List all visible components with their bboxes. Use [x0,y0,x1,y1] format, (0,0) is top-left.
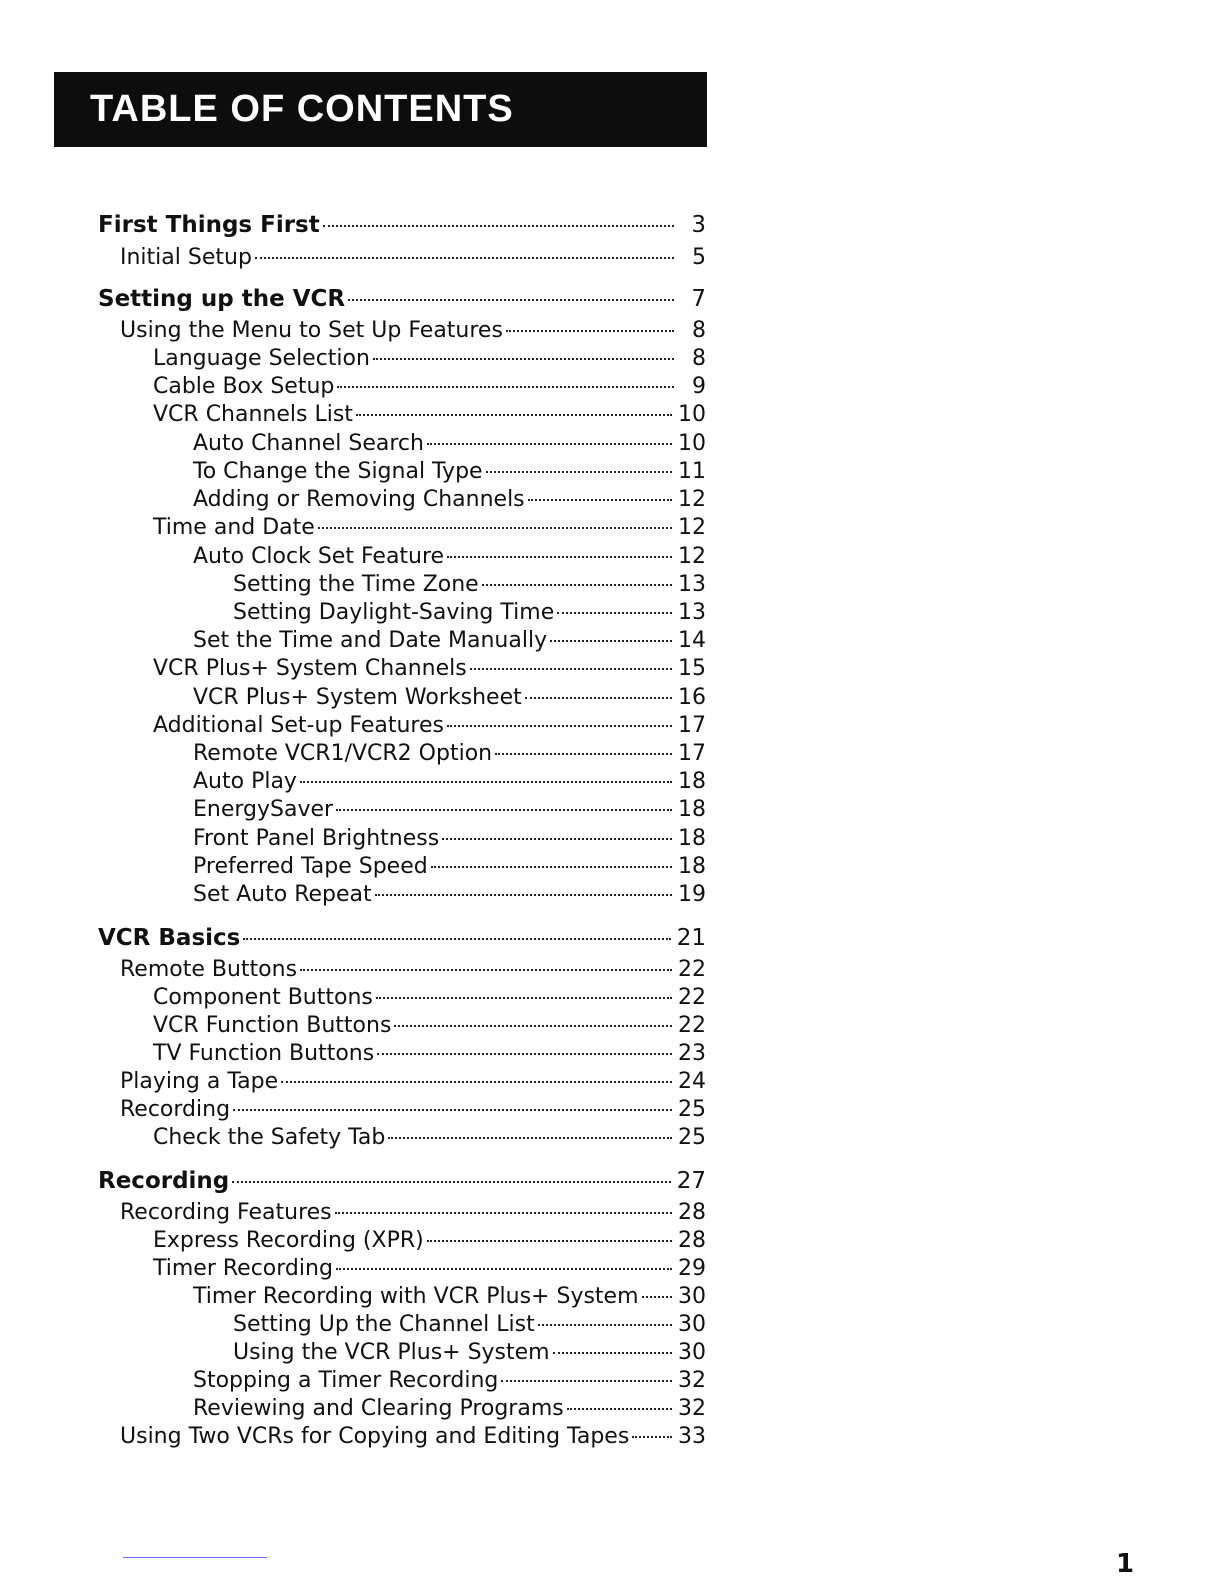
toc-entry-page: 8 [692,346,706,371]
dot-leader [642,1296,672,1298]
toc-entry [193,826,706,851]
toc-entry [233,572,706,597]
toc-entry [233,600,706,625]
dot-leader [427,1240,672,1242]
toc-entry-title: Component Buttons [153,985,373,1010]
dot-leader [486,471,672,473]
toc-entry-title: Language Selection [153,346,370,371]
toc-entry-title: Set the Time and Date Manually [193,628,548,653]
dot-leader [525,697,672,699]
toc-entry-page: 23 [678,1041,706,1066]
toc-entry-page: 19 [678,882,706,907]
toc-entry-page: 24 [678,1069,706,1094]
page-title: TABLE OF CONTENTS [90,88,514,130]
toc-entry-page: 30 [678,1284,706,1309]
toc-entry [153,1228,706,1253]
toc-entry [193,431,706,456]
toc-entry-title: Timer Recording [153,1256,333,1281]
toc-entry-page: 7 [691,286,706,312]
toc-entry-title: Check the Safety Tab [153,1125,386,1150]
dot-leader [567,1408,672,1410]
toc-entry-title: Stopping a Timer Recording [193,1368,499,1393]
toc-entry-page: 22 [678,1013,706,1038]
dot-leader [300,969,672,971]
toc-entry-page: 30 [678,1340,706,1365]
toc-entry-title: Front Panel Brightness [193,826,440,851]
dot-leader [506,330,674,332]
dot-leader [495,753,672,755]
dot-leader [337,386,674,388]
toc-entry-title: Using Two VCRs for Copying and Editing Tapes [120,1424,630,1449]
toc-entry [153,985,706,1010]
toc-entry-title: Setting the Time Zone [233,572,479,597]
dot-leader [557,612,672,614]
toc-section-entry [98,1168,706,1194]
page-number: 1 [1116,1549,1135,1579]
toc-entry-page: 18 [678,769,706,794]
toc-entry-title: Auto Channel Search [193,431,424,456]
toc-entry [120,1200,706,1225]
toc-entry-title: VCR Plus+ System Worksheet [193,685,522,710]
dot-leader [442,838,672,840]
toc-entry-title: Remote Buttons [120,957,298,982]
toc-entry-title: First Things First [98,212,320,238]
toc-entry-title: Timer Recording with VCR Plus+ System [193,1284,639,1309]
dot-leader [232,1181,670,1183]
toc-entry-title: Adding or Removing Channels [193,487,525,512]
toc-entry [153,515,706,540]
toc-entry-page: 17 [678,741,706,766]
toc-entry-title: Auto Clock Set Feature [193,544,445,569]
toc-entry-page: 11 [678,459,706,484]
toc-entry [120,318,706,343]
toc-entry-page: 18 [678,854,706,879]
dot-leader [394,1025,672,1027]
toc-entry-page: 17 [678,713,706,738]
toc-entry-title: Using the Menu to Set Up Features [120,318,503,343]
toc-entry-title: Cable Box Setup [153,374,335,399]
dot-leader [281,1081,672,1083]
toc-entry-page: 10 [678,431,706,456]
toc-entry-title: Initial Setup [120,245,252,270]
dot-leader [528,499,672,501]
toc-entry-page: 12 [678,487,706,512]
dot-leader [553,1352,672,1354]
toc-entry-title: Recording Features [120,1200,332,1225]
dot-leader [447,556,672,558]
toc-entry-title: VCR Plus+ System Channels [153,656,467,681]
toc-entry-title: Time and Date [153,515,315,540]
toc-entry [153,402,706,427]
toc-entry-page: 12 [678,515,706,540]
toc-entry [153,1041,706,1066]
toc-entry-title: Remote VCR1/VCR2 Option [193,741,493,766]
dot-leader [233,1109,672,1111]
toc-entry-title: Setting up the VCR [98,286,346,312]
dot-leader [388,1137,672,1139]
toc-section-entry [98,925,706,951]
toc-entry [153,1125,706,1150]
toc-section-entry [98,212,706,238]
dot-leader [538,1324,672,1326]
toc-entry-title: Additional Set-up Features [153,713,444,738]
toc-entry-page: 28 [678,1200,706,1225]
toc-entry [193,1396,706,1421]
toc-entry [193,797,706,822]
dot-leader [377,1053,672,1055]
toc-entry [153,656,706,681]
footer-rule [123,1557,267,1558]
dot-leader [243,938,670,940]
toc-entry-title: Recording [120,1097,231,1122]
dot-leader [318,527,672,529]
toc-entry [153,1013,706,1038]
toc-entry [193,685,706,710]
dot-leader [632,1436,672,1438]
toc-entry-page: 29 [678,1256,706,1281]
dot-leader [373,358,674,360]
toc-entry [193,1284,706,1309]
toc-entry-title: VCR Channels List [153,402,353,427]
toc-entry-title: TV Function Buttons [153,1041,375,1066]
toc-entry [120,957,706,982]
toc-entry [193,1368,706,1393]
toc-entry-title: Playing a Tape [120,1069,279,1094]
toc-entry [120,245,706,270]
toc-entry-page: 22 [678,957,706,982]
toc-entry-title: EnergySaver [193,797,334,822]
toc-entry [233,1312,706,1337]
toc-entry [153,713,706,738]
toc-entry-title: Reviewing and Clearing Programs [193,1396,564,1421]
toc-entry-title: Set Auto Repeat [193,882,372,907]
dot-leader [335,1212,672,1214]
dot-leader [323,225,674,227]
toc-entry [193,487,706,512]
dot-leader [447,725,672,727]
toc-entry-title: VCR Function Buttons [153,1013,392,1038]
toc-entry [193,882,706,907]
toc-entry-page: 18 [678,797,706,822]
dot-leader [427,443,672,445]
toc-entry-title: Using the VCR Plus+ System [233,1340,550,1365]
toc-entry-page: 22 [678,985,706,1010]
toc-entry-page: 12 [678,544,706,569]
toc-entry-page: 15 [678,656,706,681]
toc-entry-page: 14 [678,628,706,653]
toc-entry-page: 13 [678,572,706,597]
toc-section-entry [98,286,706,312]
dot-leader [336,1268,672,1270]
dot-leader [550,640,672,642]
toc-entry [193,628,706,653]
toc-entry-page: 25 [678,1097,706,1122]
toc-entry [193,544,706,569]
dot-leader [376,997,672,999]
toc-entry-page: 27 [676,1168,706,1194]
toc-entry [153,374,706,399]
toc-entry-page: 8 [692,318,706,343]
toc-entry-page: 10 [678,402,706,427]
toc-entry-page: 25 [678,1125,706,1150]
toc-entry-page: 33 [678,1424,706,1449]
dot-leader [336,809,672,811]
toc-entry-title: Preferred Tape Speed [193,854,428,879]
toc-entry-title: Setting Daylight-Saving Time [233,600,555,625]
toc-entry [120,1069,706,1094]
dot-leader [431,866,672,868]
dot-leader [375,894,672,896]
toc-entry-title: To Change the Signal Type [193,459,483,484]
toc-entry [193,854,706,879]
toc-entry-page: 18 [678,826,706,851]
toc-entry [120,1097,706,1122]
dot-leader [501,1380,672,1382]
dot-leader [348,299,674,301]
toc-entry-title: Auto Play [193,769,297,794]
dot-leader [356,414,672,416]
toc-entry-page: 13 [678,600,706,625]
toc-entry [153,346,706,371]
toc-entry [233,1340,706,1365]
toc-entry-page: 16 [678,685,706,710]
toc-entry [120,1424,706,1449]
toc-entry-title: Recording [98,1168,230,1194]
toc-entry-title: Setting Up the Channel List [233,1312,535,1337]
dot-leader [482,584,672,586]
toc-entry-page: 32 [678,1396,706,1421]
toc-entry-title: VCR Basics [98,925,241,951]
toc-entry [193,741,706,766]
toc-entry-page: 21 [676,925,706,951]
toc-entry-page: 9 [692,374,706,399]
toc-entry [153,1256,706,1281]
toc-entry-page: 5 [692,245,706,270]
toc-entry-page: 30 [678,1312,706,1337]
dot-leader [255,257,674,259]
dot-leader [300,781,672,783]
toc-entry [193,769,706,794]
dot-leader [470,668,672,670]
toc-entry-page: 28 [678,1228,706,1253]
toc-entry-title: Express Recording (XPR) [153,1228,424,1253]
toc-entry [193,459,706,484]
toc-entry-page: 3 [691,212,706,238]
toc-entry-page: 32 [678,1368,706,1393]
